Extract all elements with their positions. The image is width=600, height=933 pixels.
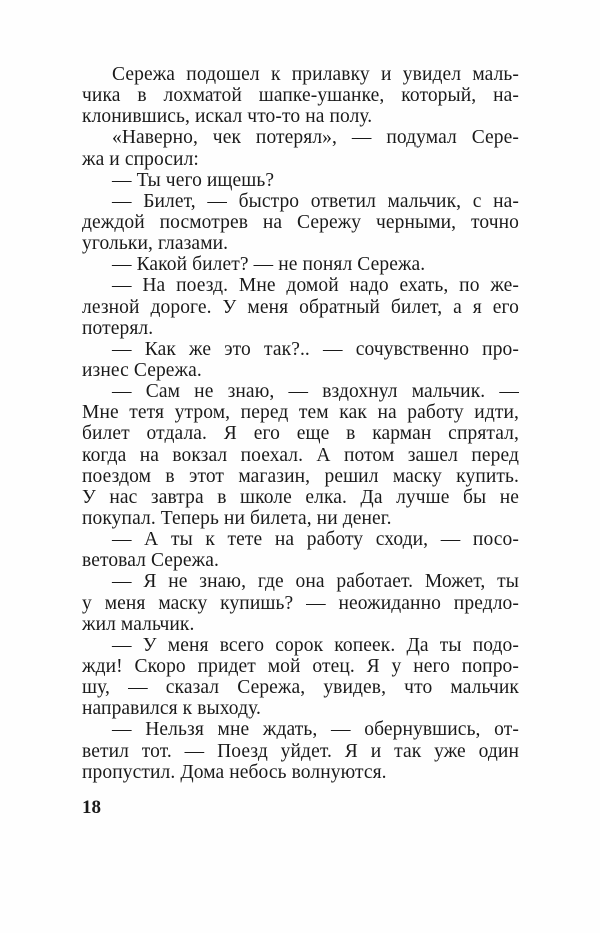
paragraph [82, 127, 519, 169]
text-line: «Наверно, чек потерял», — подумал Сере- [112, 127, 519, 149]
paragraph [82, 339, 519, 381]
body-text [82, 64, 519, 783]
text-line: ветил тот. — Поезд уйдет. Я и так уже один [82, 740, 519, 762]
text-line: жди! Скоро придет мой отец. Я у него попро- [82, 655, 519, 677]
text-line: у меня маску купишь? — неожиданно предло- [82, 592, 519, 614]
text-line: шу, — сказал Сережа, увидев, что мальчик [82, 677, 519, 699]
paragraph [82, 254, 519, 275]
paragraph [82, 635, 519, 720]
text-line: — Как же это так?.. — сочувственно про- [112, 338, 519, 360]
text-line: когда на вокзал поехал. А потом зашел перед [82, 444, 519, 466]
text-line: — Билет, — быстро ответил мальчик, с на- [112, 190, 519, 212]
text-line: билет отдала. Я его еще в карман спрятал, [82, 423, 519, 445]
text-line: потерял. [82, 317, 154, 339]
text-line: — Нельзя мне ждать, — обернувшись, от- [112, 719, 519, 741]
text-line: чика в лохматой шапке-ушанке, который, на- [82, 85, 519, 107]
page-number: 18 [82, 797, 101, 818]
text-line: угольки, глазами. [82, 233, 229, 255]
text-line: — На поезд. Мне домой надо ехать, по же- [112, 275, 519, 297]
paragraph [82, 571, 519, 634]
text-line: жа и спросил: [82, 148, 199, 170]
text-line: У нас завтра в школе елка. Да лучше бы не [82, 486, 519, 508]
paragraph [82, 170, 519, 191]
text-line: деждой посмотрев на Сережу черными, точно [82, 211, 519, 233]
text-line: лезной дороге. У меня обратный билет, а я его [82, 296, 519, 318]
paragraph [82, 529, 519, 571]
text-line: направился к выходу. [82, 698, 261, 720]
text-line: покупал. Теперь ни билета, ни денег. [82, 507, 392, 529]
text-line: — А ты к тете на работу сходи, — посо- [112, 529, 519, 551]
text-line: — У меня всего сорок копеек. Да ты подо- [112, 634, 519, 656]
paragraph [82, 64, 519, 127]
text-line: — Сам не знаю, — вздохнул мальчик. — [112, 381, 519, 403]
text-line: жил мальчик. [82, 613, 195, 635]
text-line: пропустил. Дома небось волнуются. [82, 761, 387, 783]
text-line: — Какой билет? — не понял Сережа. [112, 254, 426, 276]
text-line: поездом в этот магазин, решил маску купить. [82, 465, 519, 487]
paragraph [82, 719, 519, 782]
text-line: — Ты чего ищешь? [112, 169, 275, 191]
text-line: изнес Сережа. [82, 359, 202, 381]
text-line: клонившись, искал что-то на полу. [82, 106, 373, 128]
paragraph [82, 381, 519, 529]
paragraph [82, 191, 519, 254]
text-line: ветовал Сережа. [82, 550, 219, 572]
text-line: — Я не знаю, где она работает. Может, ты [112, 571, 519, 593]
text-line: Мне тетя утром, перед тем как на работу идти, [82, 402, 519, 424]
text-line: Сережа подошел к прилавку и увидел маль- [112, 64, 519, 85]
paragraph [82, 275, 519, 338]
